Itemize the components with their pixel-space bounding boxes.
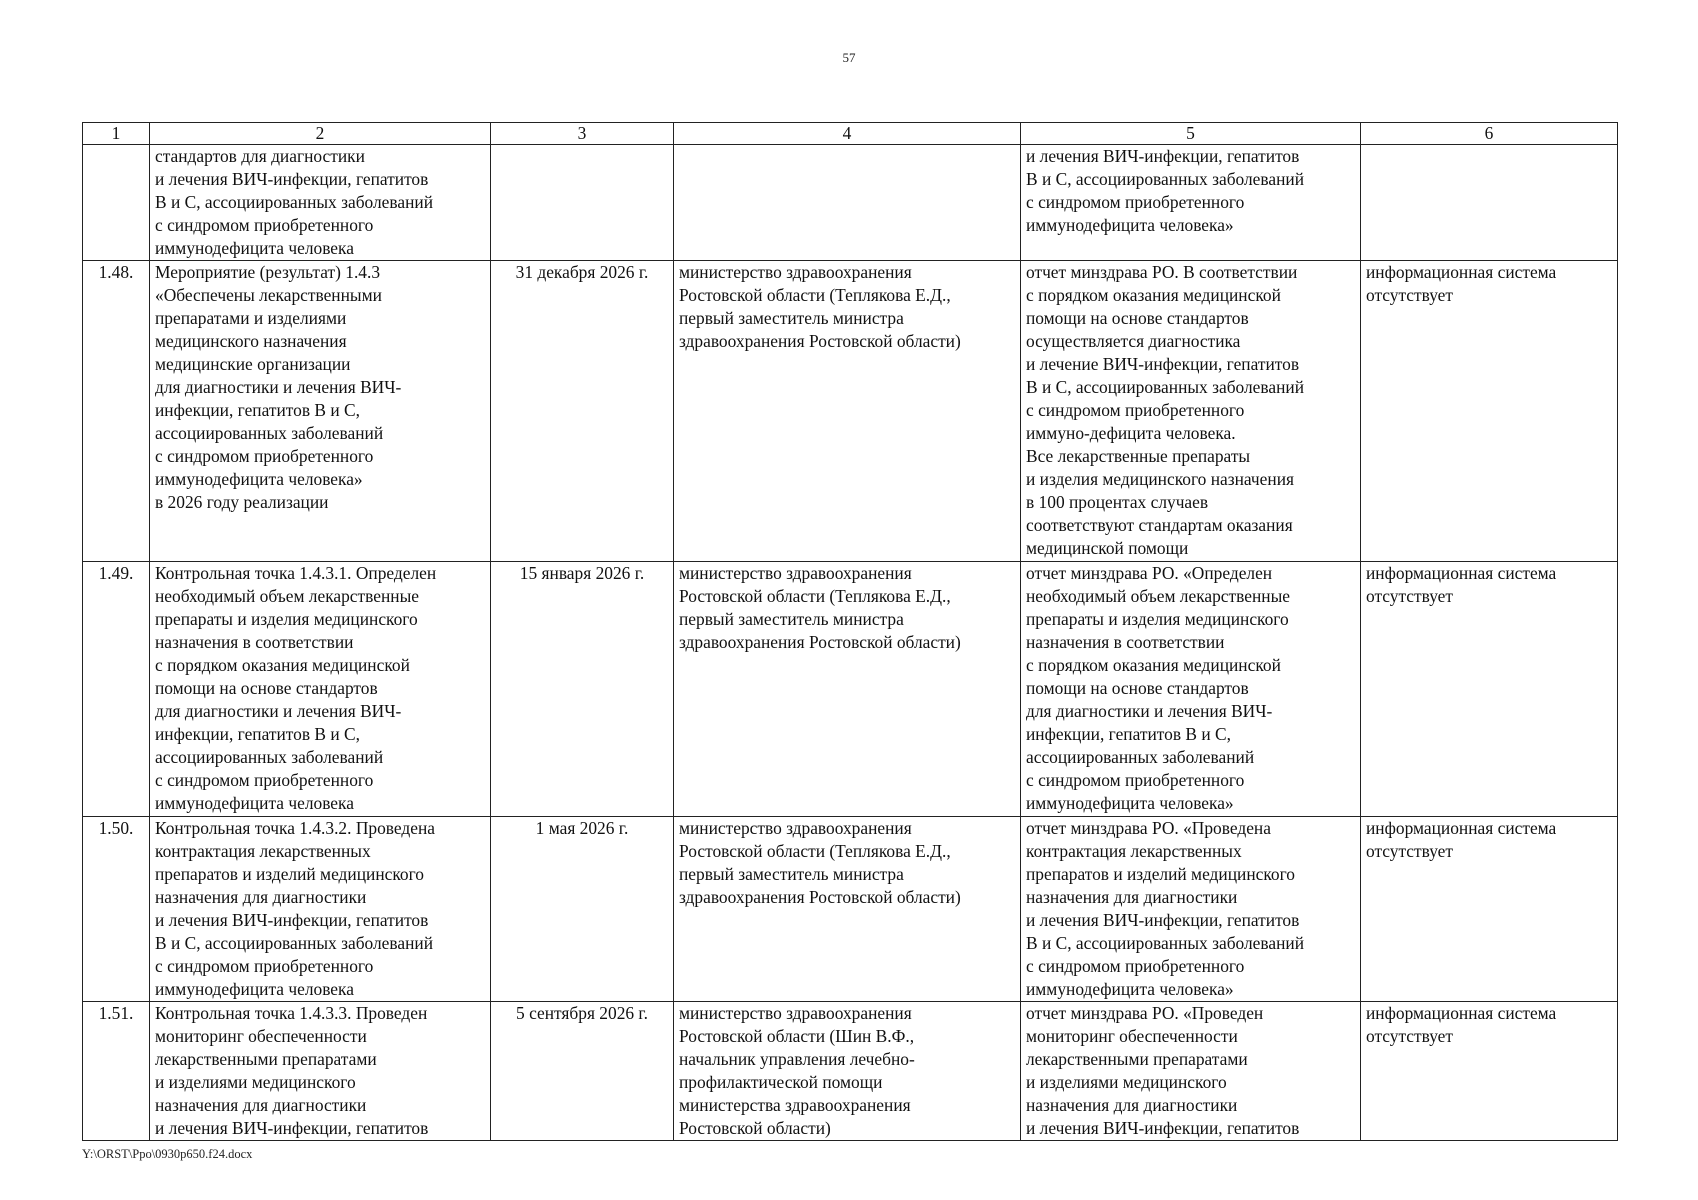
row-number: 1.50. [83,817,150,1002]
info-system-cell: информационная система отсутствует [1361,1002,1618,1141]
column-header: 3 [491,123,674,145]
table-row [83,1002,1618,1141]
row-number: 1.51. [83,1002,150,1141]
column-header: 6 [1361,123,1618,145]
table-row [83,261,1618,562]
event-cell: стандартов для диагностики и лечения ВИЧ-инфекции, гепатитов В и С, ассоциированных заболеваний с синдромом приобретенного иммунодефицита человека [150,145,491,261]
info-system-cell: информационная система отсутствует [1361,562,1618,817]
row-number: 1.49. [83,562,150,817]
responsible-cell: министерство здравоохранения Ростовской области (Шин В.Ф., начальник управления лечебно- профилактической помощи министерства здравоохранения Ростовской области) [674,1002,1021,1141]
column-header: 5 [1021,123,1361,145]
result-cell: и лечения ВИЧ-инфекции, гепатитов В и С, ассоциированных заболеваний с синдромом приобретенного иммунодефицита человека» [1021,145,1361,261]
table-row [83,562,1618,817]
date-cell: 1 мая 2026 г. [491,817,674,1002]
plan-table [82,122,1618,1141]
table-row [83,145,1618,261]
responsible-cell: министерство здравоохранения Ростовской области (Теплякова Е.Д., первый заместитель министра здравоохранения Ростовской области) [674,562,1021,817]
date-cell: 5 сентября 2026 г. [491,1002,674,1141]
responsible-cell: министерство здравоохранения Ростовской области (Теплякова Е.Д., первый заместитель министра здравоохранения Ростовской области) [674,261,1021,562]
row-number: 1.48. [83,261,150,562]
info-system-cell: информационная система отсутствует [1361,261,1618,562]
info-system-cell [1361,145,1618,261]
result-cell: отчет минздрава РО. «Проведена контрактация лекарственных препаратов и изделий медицинского назначения для диагностики и лечения ВИЧ-инфекции, гепатитов В и С, ассоциированных заболеваний с синдромом приобретенного иммунодефицита человека» [1021,817,1361,1002]
column-header: 1 [83,123,150,145]
date-cell [491,145,674,261]
responsible-cell [674,145,1021,261]
result-cell: отчет минздрава РО. В соответствии с порядком оказания медицинской помощи на основе стандартов осуществляется диагностика и лечение ВИЧ-инфекции, гепатитов В и С, ассоциированных заболеваний с синдромом приобретенного иммуно-дефицита человека. Все лекарственные препараты и изделия медицинского назначения в 100 процентах случаев соответствуют стандартам оказания медицинской помощи [1021,261,1361,562]
responsible-cell: министерство здравоохранения Ростовской области (Теплякова Е.Д., первый заместитель министра здравоохранения Ростовской области) [674,817,1021,1002]
footer-file-path: Y:\ORST\Ppo\0930p650.f24.docx [82,1147,253,1161]
column-header: 4 [674,123,1021,145]
result-cell: отчет минздрава РО. «Проведен мониторинг обеспеченности лекарственными препаратами и изделиями медицинского назначения для диагностики и лечения ВИЧ-инфекции, гепатитов [1021,1002,1361,1141]
event-cell: Мероприятие (результат) 1.4.3 «Обеспечены лекарственными препаратами и изделиями медицинского назначения медицинские организации для диагностики и лечения ВИЧ- инфекции, гепатитов В и С, ассоциированных заболеваний с синдромом приобретенного иммунодефицита человека» в 2026 году реализации [150,261,491,562]
date-cell: 31 декабря 2026 г. [491,261,674,562]
event-cell: Контрольная точка 1.4.3.3. Проведен мониторинг обеспеченности лекарственными препаратами и изделиями медицинского назначения для диагностики и лечения ВИЧ-инфекции, гепатитов [150,1002,491,1141]
date-cell: 15 января 2026 г. [491,562,674,817]
header-row [83,123,1618,145]
row-number [83,145,150,261]
table-row [83,817,1618,1002]
info-system-cell: информационная система отсутствует [1361,817,1618,1002]
event-cell: Контрольная точка 1.4.3.1. Определен необходимый объем лекарственные препараты и изделия медицинского назначения в соответствии с порядком оказания медицинской помощи на основе стандартов для диагностики и лечения ВИЧ- инфекции, гепатитов В и С, ассоциированных заболеваний с синдромом приобретенного иммунодефицита человека [150,562,491,817]
column-header: 2 [150,123,491,145]
page-number: 57 [842,50,856,65]
event-cell: Контрольная точка 1.4.3.2. Проведена контрактация лекарственных препаратов и изделий медицинского назначения для диагностики и лечения ВИЧ-инфекции, гепатитов В и С, ассоциированных заболеваний с синдромом приобретенного иммунодефицита человека [150,817,491,1002]
result-cell: отчет минздрава РО. «Определен необходимый объем лекарственные препараты и изделия медицинского назначения в соответствии с порядком оказания медицинской помощи на основе стандартов для диагностики и лечения ВИЧ- инфекции, гепатитов В и С, ассоциированных заболеваний с синдромом приобретенного иммунодефицита человека» [1021,562,1361,817]
